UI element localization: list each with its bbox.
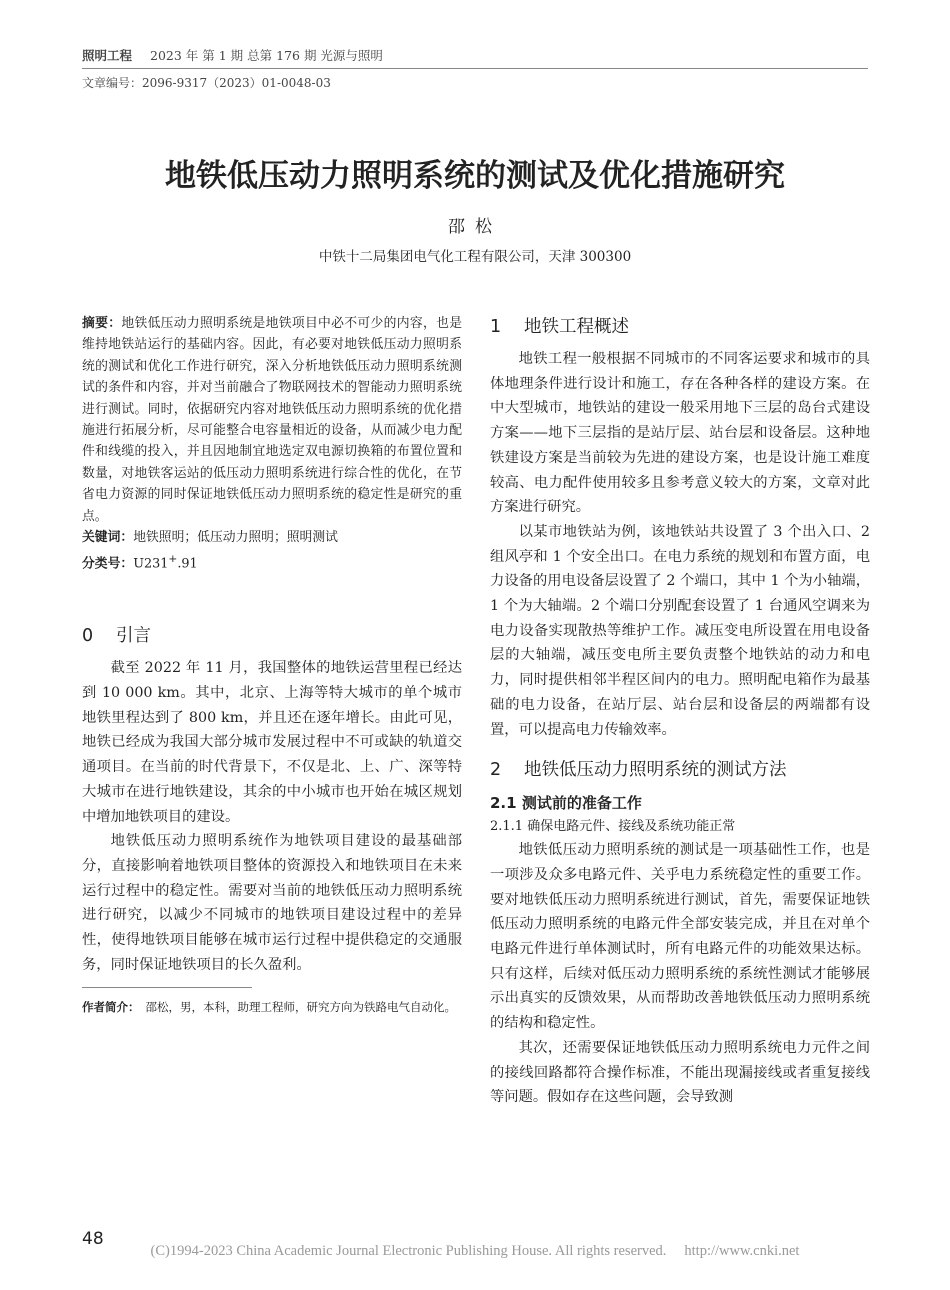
right-column	[490, 313, 870, 1110]
footnote-divider	[82, 987, 252, 988]
classification-main: U231	[133, 556, 169, 572]
subsection-title: 测试前的准备工作	[521, 794, 642, 813]
classification-number	[82, 548, 462, 574]
section-title: 地铁低压动力照明系统的测试方法	[524, 760, 787, 781]
classification-sup: +	[168, 552, 178, 566]
classification-tail: .91	[177, 556, 198, 572]
paragraph: 截至 2022 年 11 月，我国整体的地铁运营里程已经达到 10 000 km。其中，北京、上海等特大城市的单个城市地铁里程达到了 800 km，并且还在逐年增长。由此可见，地铁已经成为我国大部分城市发展过程中不可或缺的轨道交通项目。在当前的时代背景下，不仅是北、上、广、深等特大城市在进行地铁建设，其余的中小城市也开始在城区规划中增加地铁项目的建设。	[82, 660, 462, 825]
author-name: 邵松	[448, 217, 502, 237]
paragraph: 地铁低压动力照明系统的测试是一项基础性工作，也是一项涉及众多电路元件、关乎电力系统稳定性的重要工作。要对地铁低压动力照明系统进行测试，首先，需要保证地铁低压动力照明系统的电路元件全部安装完成，并且在对单个电路元件进行单体测试时，所有电路元件的功能效果达标。只有这样，后续对低压动力照明系统的系统性测试才能够展示出真实的反馈效果，从而帮助改善地铁低压动力照明系统的结构和稳定性。	[490, 842, 870, 1032]
footnote-label: 作者简介：	[82, 1000, 140, 1015]
copyright-watermark	[0, 1243, 950, 1260]
paragraph: 以某市地铁站为例，该地铁站共设置了 3 个出入口、2 组风亭和 1 个安全出口。在电力系统的规划和布置方面，电力设备的用电设备层设置了 2 个端口，其中 1 个为小轴端，1 个为大轴端。2 个端口分别配套设置了 1 台通风空调来为电力设备实现散热等维护工作。减压变电所设置在用电设备层的大轴端，减压变电所主要负责整个地铁站的动力和电力，同时提供相邻半程区间内的电力。照明配电箱作为最基础的电力设备，在站厅层、站台层和设备层的两端都有设置，可以提高电力传输效率。	[490, 523, 870, 738]
keywords-text: 地铁照明；低压动力照明；照明测试	[133, 530, 338, 546]
abstract-label: 摘要：	[82, 316, 122, 331]
keywords-label: 关键词：	[82, 530, 134, 546]
author-footnote	[82, 998, 462, 1017]
section-number: 0	[82, 626, 94, 647]
section-title: 地铁工程概述	[524, 317, 629, 337]
paragraph: 地铁低压动力照明系统作为地铁项目建设的最基础部分，直接影响着地铁项目整体的资源投入和地铁项目在未来运行过程中的稳定性。需要对当前的地铁低压动力照明系统进行研究，以减少不同城市的地铁项目建设过程中的差异性，使得地铁项目能够在城市运行过程中提供稳定的交通服务，同时保证地铁项目的长久盈利。	[82, 833, 462, 973]
footnote-text: 邵松，男，本科，助理工程师，研究方向为铁路电气自动化。	[145, 1000, 456, 1015]
abstract	[82, 313, 462, 527]
left-column	[82, 313, 462, 1017]
section-title: 引言	[116, 626, 151, 647]
subsubsection-number: 2.1.1	[490, 819, 524, 835]
copyright-url: http://www.cnki.net	[684, 1243, 800, 1259]
paragraph: 其次，还需要保证地铁低压动力照明系统电力元件之间的接线回路都符合操作标准，不能出现漏接线或者重复接线等问题。假如存在这些问题，会导致测	[490, 1039, 870, 1106]
running-header	[82, 46, 383, 64]
copyright-text: (C)1994-2023 China Academic Journal Electronic Publishing House. All rights reserved.	[150, 1243, 667, 1259]
section-1-heading	[490, 313, 870, 341]
section-2-heading	[490, 756, 870, 784]
section-0-heading	[82, 622, 462, 650]
section-number: 1	[490, 317, 502, 337]
abstract-text: 地铁低压动力照明系统是地铁项目中必不可少的内容，也是维持地铁站运行的基础内容。因此，有必要对地铁低压动力照明系统的测试和优化工作进行研究，深入分析地铁低压动力照明系统测试的条件和内容，并对当前融合了物联网技术的智能动力照明系统进行测试。同时，依据研究内容对地铁低压动力照明系统的优化措施进行拓展分析，尽可能整合电容量相近的设备，从而减少电力配件和线缆的投入，并且因地制宜地选定双电源切换箱的布置位置和数量，对地铁客运站的低压动力照明系统进行综合性的优化，在节省电力资源的同时保证地铁低压动力照明系统的稳定性是研究的重点。	[82, 316, 463, 524]
keywords	[82, 527, 462, 548]
journal-name: 照明工程	[82, 48, 133, 63]
subsection-number: 2.1	[490, 794, 517, 813]
author-affiliation: 中铁十二局集团电气化工程有限公司，天津 300300	[318, 249, 632, 265]
issue-info: 2023 年 第 1 期 总第 176 期 光源与照明	[150, 48, 383, 63]
section-number: 2	[490, 760, 502, 781]
page-number: 48	[82, 1229, 104, 1249]
subsection-2-1-1-heading	[490, 816, 870, 838]
article-number: 文章编号：2096-9317（2023）01-0048-03	[82, 76, 331, 90]
header-divider	[82, 68, 868, 69]
paragraph: 地铁工程一般根据不同城市的不同客运要求和城市的具体地理条件进行设计和施工，存在各种各样的建设方案。在中大型城市，地铁站的建设一般采用地下三层的岛台式建设方案——地下三层指的是站厅层、站台层和设备层。这种地铁建设方案是当前较为先进的建设方案，也是设计施工难度较高、电力配件使用较多且参考意义较大的方案，文章对此方案进行研究。	[490, 351, 870, 516]
subsection-2-1-heading	[490, 790, 870, 816]
subsubsection-title: 确保电路元件、接线及系统功能正常	[527, 819, 736, 835]
classification-label: 分类号：	[82, 556, 134, 572]
paper-title: 地铁低压动力照明系统的测试及优化措施研究	[165, 158, 785, 194]
